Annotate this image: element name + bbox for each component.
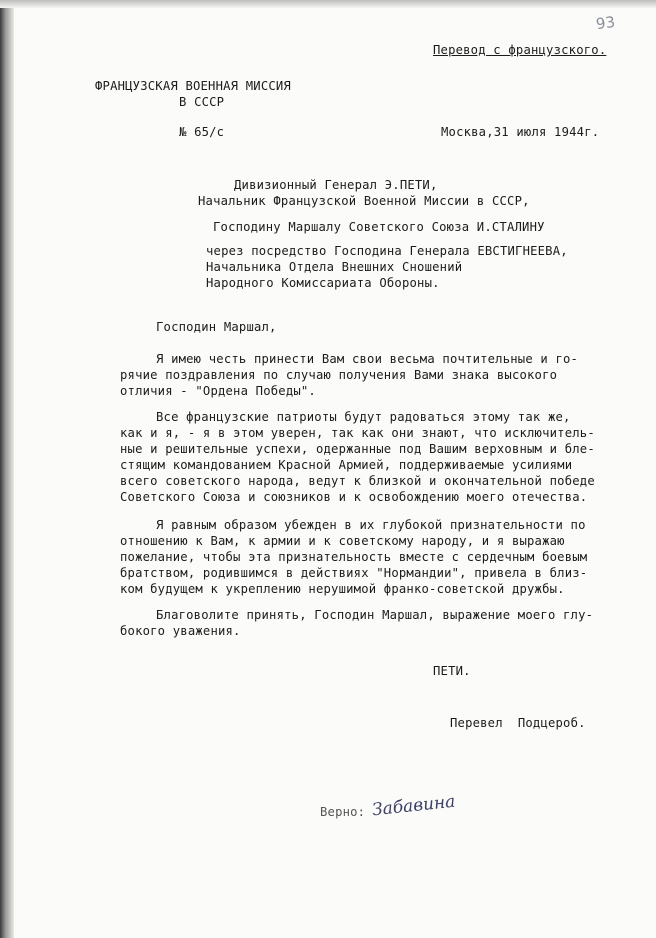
paragraph-line: всего советского народа, ведут к близкой и окончательной победе [120,474,595,488]
paragraph-line: Благоволите принять, Господин Маршал, выражение моего глу- [156,608,594,622]
paragraph-line: ком будущем к укреплению нерушимой франко-советской дружбы. [120,582,565,596]
addressee-line4: Народного Комиссариата Обороны. [206,276,440,290]
translator-line: Перевел Подцероб. [450,716,586,730]
paragraph-line: стящим командованием Красной Армией, поддерживаемые усилиями [120,458,573,472]
org-name-line1: ФРАНЦУЗСКАЯ ВОЕННАЯ МИССИЯ [95,79,291,93]
paragraph-line: ные и решительные успехи, одержанные под Вашим верховным и бле- [120,442,595,456]
org-name-line2: В СССР [179,95,225,109]
archive-page-number: 93 [594,12,617,34]
signature-name: ПЕТИ. [433,664,471,678]
paragraph-line: как и я, - я в этом уверен, так как они знают, что исключитель- [120,426,595,440]
paragraph-line: Все французские патриоты будут радоваться этому так же, [156,410,571,424]
addressee-line3: Начальника Отдела Внешних Сношений [206,260,463,274]
paragraph-line: Советского Союза и союзников и к освобождению моего отечества. [120,490,588,504]
addressee-line2: через посредство Господина Генерала ЕВСТИГНЕЕВА, [206,244,568,258]
salutation: Господин Маршал, [156,320,277,334]
translation-note: Перевод с французского. [433,43,607,57]
scan-edge-top [0,0,656,8]
paragraph-line: Я имею честь принести Вам свои весьма почтительные и го- [156,352,579,366]
sender-line2: Начальник Французской Военной Миссии в СССР, [198,194,530,208]
paragraph-line: отличия - "Ордена Победы". [120,384,316,398]
paragraph-line: пожелание, чтобы эта признательность вместе с сердечным боевым [120,550,588,564]
place-date: Москва,31 июля 1944г. [441,125,600,139]
addressee-line1: Господину Маршалу Советского Союза И.СТАЛИНУ [213,220,545,234]
paragraph-line: Я равным образом убежден в их глубокой признательности по [156,518,586,532]
paragraph-line: братством, родившимся в действиях "Нормандии", привела в близ- [120,566,588,580]
verified-label: Верно: [320,805,366,819]
sender-line1: Дивизионный Генерал Э.ПЕТИ, [234,178,438,192]
paragraph-line: бокого уважения. [120,624,241,638]
paragraph-line: отношению к Вам, к армии и к советскому народу, и я выражаю [120,534,565,548]
paragraph-line: рячие поздравления по случаю получения Вами знака высокого [120,368,558,382]
scan-edge-left [0,0,14,938]
document-number: № 65/с [179,125,225,139]
verified-handwritten-signature: Забавина [371,791,457,821]
